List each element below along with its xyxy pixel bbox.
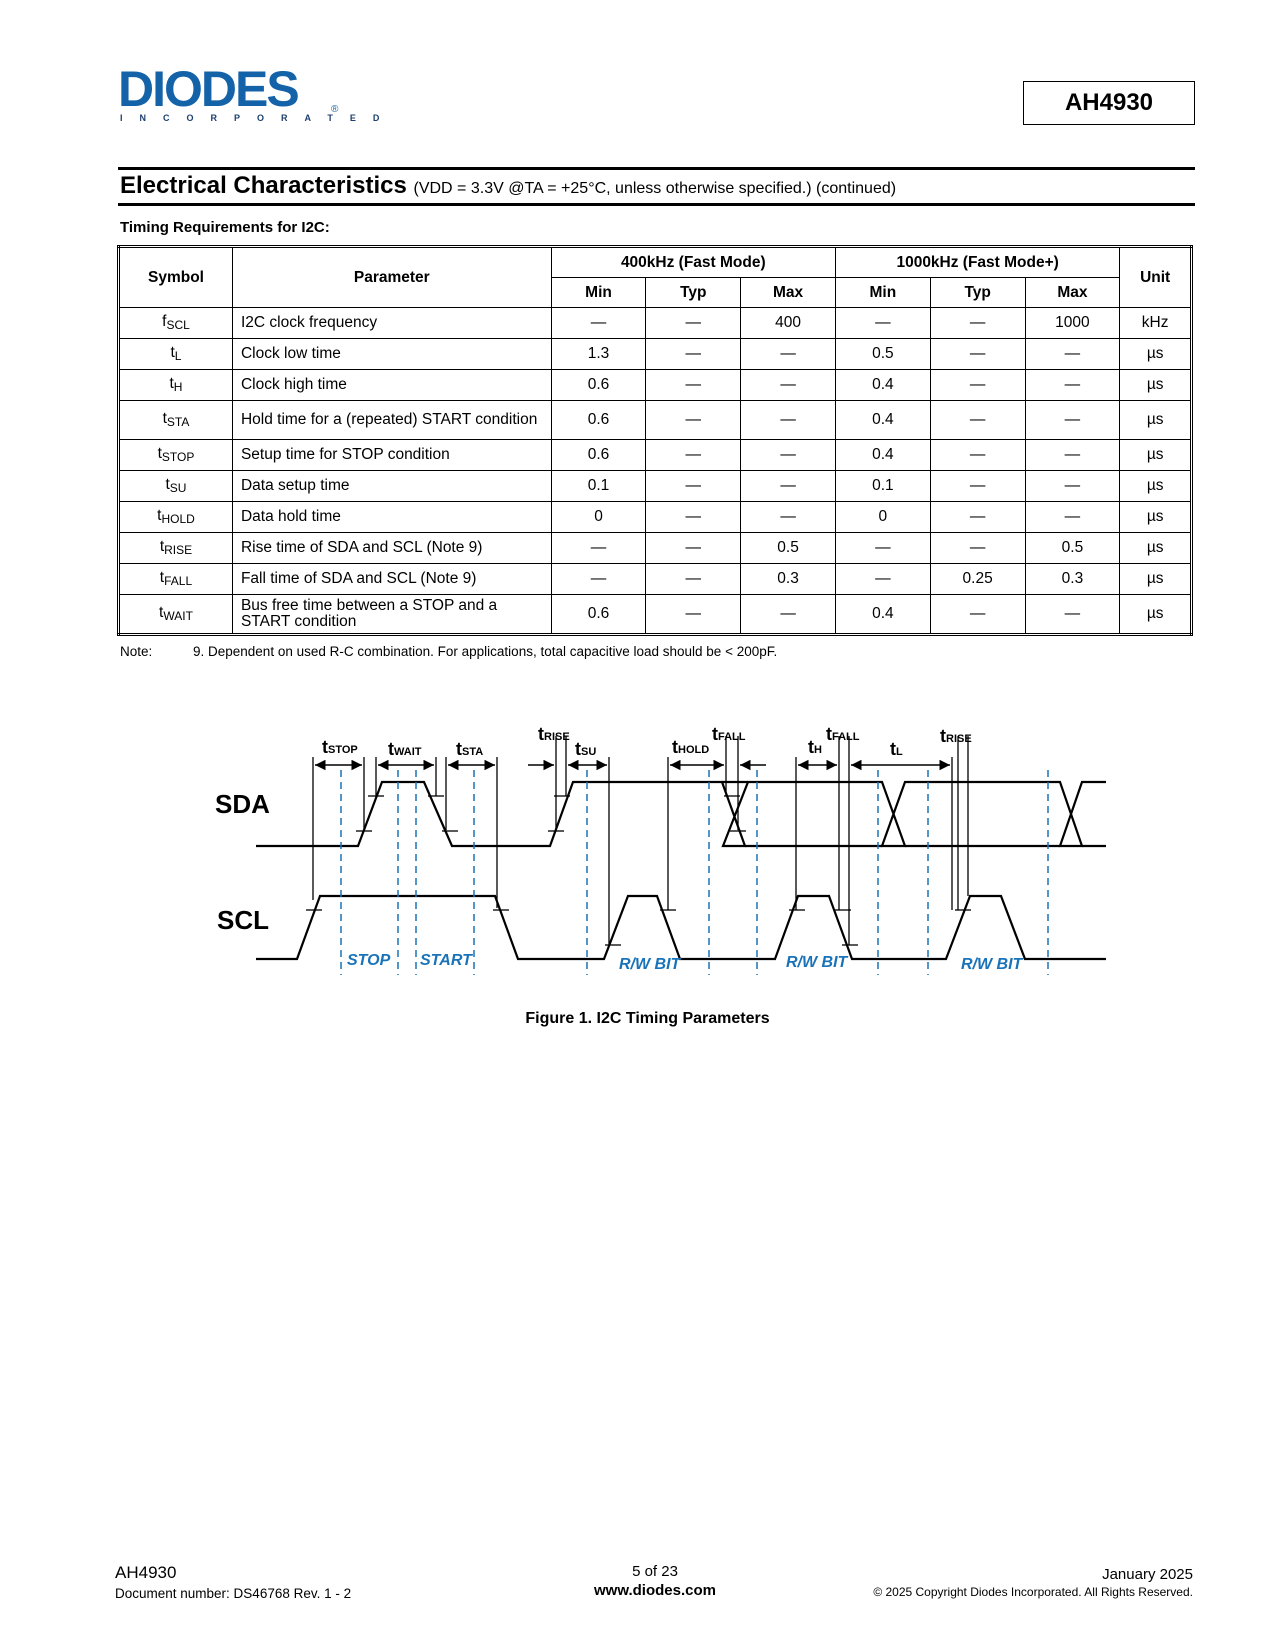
table-subheading: Timing Requirements for I2C:: [120, 219, 330, 236]
symbol-cell: $t_{SU}$: [119, 471, 233, 502]
section-title: [120, 172, 896, 200]
unit-cell: µs: [1120, 440, 1192, 471]
label-tsta: tSTA: [456, 739, 484, 759]
symbol-cell: $t_L$: [119, 339, 233, 370]
fm-typ-cell: —: [646, 502, 741, 533]
header-typ: Typ: [930, 278, 1025, 308]
symbol-cell: $f_{SCL}$: [119, 308, 233, 339]
parameter-cell: Clock high time: [232, 370, 551, 401]
fm-max-cell: 0.5: [741, 533, 836, 564]
label-thold: tHOLD: [672, 737, 710, 757]
fm-typ-cell: —: [646, 533, 741, 564]
table-row: [119, 564, 1192, 595]
symbol-cell: $t_H$: [119, 370, 233, 401]
label-tsu: tSU: [575, 739, 597, 759]
footer-part: AH4930: [115, 1563, 177, 1582]
parameter-cell: Fall time of SDA and SCL (Note 9): [232, 564, 551, 595]
fp-max-cell: 0.3: [1025, 564, 1120, 595]
fm-max-cell: —: [741, 401, 836, 440]
unit-cell: µs: [1120, 370, 1192, 401]
section-top-rule: [118, 167, 1195, 170]
symbol-cell: $t_{RISE}$: [119, 533, 233, 564]
label-tl: tL: [890, 739, 903, 759]
phase-stop-label: STOP: [347, 952, 391, 969]
logo-wordmark: DIODES: [118, 61, 298, 117]
table-row: [119, 595, 1192, 635]
fm-min-cell: 0: [551, 502, 646, 533]
fp-typ-cell: —: [930, 533, 1025, 564]
fp-max-cell: —: [1025, 339, 1120, 370]
phase-start-label: START: [420, 952, 472, 969]
section-bottom-rule: [118, 203, 1195, 206]
fp-min-cell: 0.5: [835, 339, 930, 370]
unit-cell: µs: [1120, 502, 1192, 533]
unit-cell: µs: [1120, 401, 1192, 440]
logo-subtext: INCORPORATED: [120, 113, 397, 123]
scl-label: SCL: [217, 905, 269, 935]
table-row: [119, 502, 1192, 533]
fm-max-cell: —: [741, 595, 836, 635]
fm-typ-cell: —: [646, 339, 741, 370]
header-symbol: Symbol: [119, 247, 233, 308]
header-max: Max: [1025, 278, 1120, 308]
fp-max-cell: —: [1025, 595, 1120, 635]
parameter-cell: Data hold time: [232, 502, 551, 533]
unit-cell: kHz: [1120, 308, 1192, 339]
label-trise-2: tRISE: [940, 726, 972, 746]
section-conditions: (VDD = 3.3V @TA = +25°C, unless otherwise specified.) (continued): [413, 180, 897, 197]
fp-min-cell: —: [835, 564, 930, 595]
footer-website[interactable]: www.diodes.com: [594, 1582, 716, 1599]
fp-min-cell: 0.4: [835, 595, 930, 635]
footer-doc-number: Document number: DS46768 Rev. 1 - 2: [115, 1586, 352, 1601]
header-parameter: Parameter: [232, 247, 551, 308]
phase-dashed-lines: [341, 770, 1048, 975]
part-number-box: AH4930: [1023, 81, 1195, 125]
fm-min-cell: 0.6: [551, 401, 646, 440]
parameter-cell: Rise time of SDA and SCL (Note 9): [232, 533, 551, 564]
fm-min-cell: —: [551, 533, 646, 564]
fp-typ-cell: —: [930, 308, 1025, 339]
symbol-cell: $t_{STOP}$: [119, 440, 233, 471]
fp-typ-cell: —: [930, 339, 1025, 370]
fm-typ-cell: —: [646, 370, 741, 401]
fm-min-cell: 0.6: [551, 440, 646, 471]
header-min: Min: [551, 278, 646, 308]
parameter-cell: I2C clock frequency: [232, 308, 551, 339]
symbol-cell: $t_{WAIT}$: [119, 595, 233, 635]
parameter-cell: Bus free time between a STOP and a START condition: [232, 595, 551, 635]
unit-cell: µs: [1120, 564, 1192, 595]
header-min: Min: [835, 278, 930, 308]
fm-max-cell: —: [741, 502, 836, 533]
label-trise: tRISE: [538, 724, 570, 744]
fm-typ-cell: —: [646, 440, 741, 471]
phase-labels: [347, 952, 1024, 973]
table-row: [119, 471, 1192, 502]
fp-max-cell: —: [1025, 370, 1120, 401]
label-tstop: tSTOP: [322, 737, 358, 757]
timing-labels: [322, 724, 972, 759]
fp-typ-cell: —: [930, 595, 1025, 635]
note-text: 9. Dependent on used R-C combination. For applications, total capacitive load should be < 200pF.: [193, 644, 778, 659]
symbol-cell: $t_{HOLD}$: [119, 502, 233, 533]
table-row: [119, 308, 1192, 339]
fp-max-cell: 0.5: [1025, 533, 1120, 564]
fm-min-cell: 0.6: [551, 595, 646, 635]
table-row: [119, 339, 1192, 370]
header-fast-mode-plus: 1000kHz (Fast Mode+): [835, 247, 1119, 278]
parameter-cell: Data setup time: [232, 471, 551, 502]
parameter-cell: Hold time for a (repeated) START condition: [232, 401, 551, 440]
fm-typ-cell: —: [646, 471, 741, 502]
fp-min-cell: 0.4: [835, 440, 930, 471]
symbol-cell: $t_{STA}$: [119, 401, 233, 440]
phase-rw-label-3: R/W BIT: [961, 956, 1023, 973]
threshold-ticks: [306, 796, 971, 945]
footer-page: 5 of 23: [632, 1563, 678, 1580]
registered-mark: ®: [331, 104, 339, 115]
fm-max-cell: —: [741, 440, 836, 471]
unit-cell: µs: [1120, 533, 1192, 564]
fp-max-cell: —: [1025, 401, 1120, 440]
fm-max-cell: 0.3: [741, 564, 836, 595]
fm-max-cell: 400: [741, 308, 836, 339]
unit-cell: µs: [1120, 339, 1192, 370]
fp-typ-cell: —: [930, 401, 1025, 440]
fp-min-cell: 0.4: [835, 370, 930, 401]
fp-min-cell: —: [835, 533, 930, 564]
figure-caption: Figure 1. I2C Timing Parameters: [525, 1010, 770, 1027]
fm-max-cell: —: [741, 339, 836, 370]
fm-max-cell: —: [741, 370, 836, 401]
fp-min-cell: —: [835, 308, 930, 339]
fp-min-cell: 0.4: [835, 401, 930, 440]
fm-min-cell: —: [551, 564, 646, 595]
fp-typ-cell: —: [930, 440, 1025, 471]
fp-max-cell: —: [1025, 440, 1120, 471]
table-row: [119, 370, 1192, 401]
timing-requirements-table: [117, 245, 1193, 636]
fm-min-cell: 1.3: [551, 339, 646, 370]
fm-typ-cell: —: [646, 564, 741, 595]
table-note: [120, 644, 778, 659]
label-twait: tWAIT: [388, 739, 422, 759]
table-row: [119, 440, 1192, 471]
reference-lines: [313, 736, 968, 945]
parameter-cell: Setup time for STOP condition: [232, 440, 551, 471]
fm-min-cell: —: [551, 308, 646, 339]
fm-min-cell: 0.1: [551, 471, 646, 502]
fm-typ-cell: —: [646, 401, 741, 440]
i2c-timing-diagram: [0, 700, 1275, 1000]
section-title-text: Electrical Characteristics: [120, 172, 407, 199]
fp-typ-cell: —: [930, 370, 1025, 401]
phase-rw-label-2: R/W BIT: [786, 954, 848, 971]
fp-typ-cell: —: [930, 471, 1025, 502]
note-label: Note:: [120, 644, 153, 659]
fp-min-cell: 0.1: [835, 471, 930, 502]
fp-max-cell: 1000: [1025, 308, 1120, 339]
fm-typ-cell: —: [646, 308, 741, 339]
fp-min-cell: 0: [835, 502, 930, 533]
footer-date: January 2025: [1102, 1566, 1193, 1583]
fp-max-cell: —: [1025, 471, 1120, 502]
fm-max-cell: —: [741, 471, 836, 502]
sda-label: SDA: [215, 789, 270, 819]
symbol-cell: $t_{FALL}$: [119, 564, 233, 595]
label-tfall-1: tFALL: [712, 724, 746, 744]
fp-typ-cell: 0.25: [930, 564, 1025, 595]
label-th: tH: [808, 737, 822, 757]
scl-waveform: [256, 896, 1106, 959]
header-unit: Unit: [1120, 247, 1192, 308]
table-row: [119, 533, 1192, 564]
label-tfall-2: tFALL: [826, 724, 860, 744]
sda-waveform: [256, 782, 1106, 846]
fm-min-cell: 0.6: [551, 370, 646, 401]
parameter-cell: Clock low time: [232, 339, 551, 370]
header-max: Max: [741, 278, 836, 308]
table-row: [119, 401, 1192, 440]
phase-rw-label-1: R/W BIT: [619, 956, 681, 973]
header-fast-mode: 400kHz (Fast Mode): [551, 247, 835, 278]
fp-typ-cell: —: [930, 502, 1025, 533]
unit-cell: µs: [1120, 471, 1192, 502]
unit-cell: µs: [1120, 595, 1192, 635]
fm-typ-cell: —: [646, 595, 741, 635]
footer-copyright: © 2025 Copyright Diodes Incorporated. All Rights Reserved.: [873, 1585, 1193, 1599]
header-typ: Typ: [646, 278, 741, 308]
fp-max-cell: —: [1025, 502, 1120, 533]
